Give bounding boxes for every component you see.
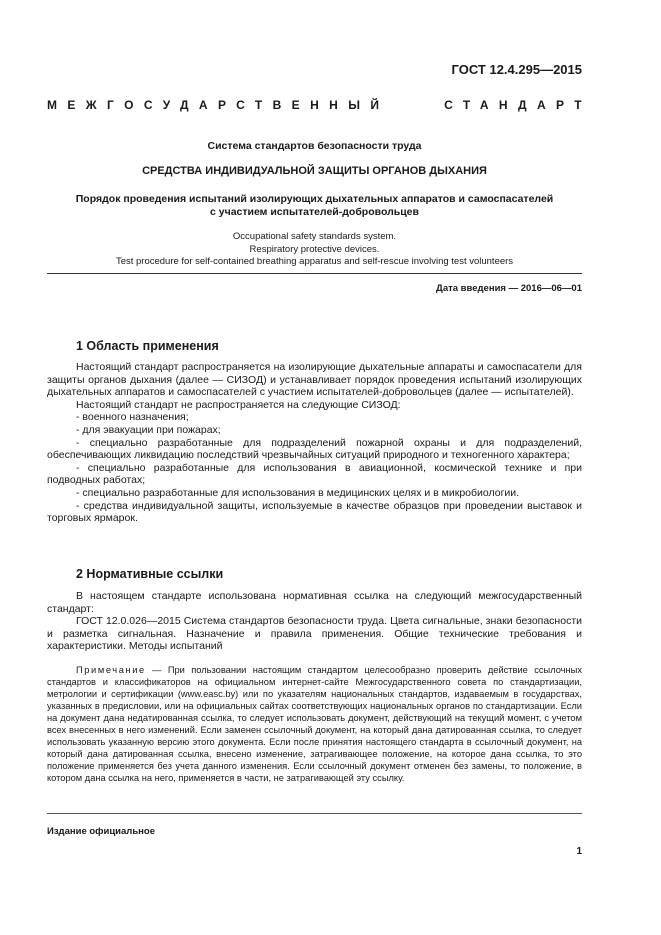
standard-type-right: СТАНДАРТ — [444, 98, 592, 112]
section1-heading: 1 Область применения — [76, 339, 219, 353]
document-code: ГОСТ 12.4.295—2015 — [451, 62, 582, 77]
section1-body — [47, 361, 582, 525]
sub-title-line2: с участием испытателей-добровольцев — [210, 206, 419, 218]
main-title: СРЕДСТВА ИНДИВИДУАЛЬНОЙ ЗАЩИТЫ ОРГАНОВ ДЫХАНИЯ — [142, 165, 487, 177]
standard-type-banner — [47, 98, 592, 112]
section1-paragraph: Настоящий стандарт распространяется на изолирующие дыхательные аппараты и самоспасатели для защиты органов дыхания (далее — СИЗОД) и устанавливает порядок проведения испытаний изолирующих дыхательных аппаратов и самоспасателей с участием испытателей-добровольцев (далее — испытателей). — [47, 361, 582, 399]
section1-list-item: - специально разработанные для использования в авиационной, космической технике и при подводных работах; — [47, 461, 582, 487]
english-title-line3: Test procedure for self-contained breathing apparatus and self-rescue involving test volunteers — [115, 256, 514, 267]
sub-title-line1: Порядок проведения испытаний изолирующих дыхательных аппаратов и самоспасателей — [75, 193, 554, 205]
section2-body — [47, 590, 582, 653]
note-text: — При пользовании настоящим стандартом целесообразно проверить действие ссылочных стандартов и классификаторов на официальном интернет-сайте Межгосударственного совета по стандартизации, метрологии и сертификации (www.easc.by) или по указателям национальных стандартов, издаваемым в государствах, указанных в предисловии, или на официальных сайтах соответствующих национальных органов по стандартизации. Если на документ дана недатированная ссылка, то следует использовать документ, действующий на текущий момент, с учетом всех внесенных в него изменений. Если заменен ссылочный документ, на который дана датированная ссылка, то следует использовать указанную версию этого документа. Если после принятия настоящего стандарта в ссылочный документ, на который дана датированная ссылка, внесено изменение, затрагивающее положение, на которое дана ссылка, то это положение применяется без учета данного изменения. Если ссылочный документ отменен без замены, то положение, в котором дана ссылка на него, применяется в части, не затрагивающей эту ссылку. — [47, 665, 582, 783]
section1-list-item: - средства индивидуальной защиты, используемые в качестве образцов при проведении выставок и торговых ярмарок. — [47, 499, 582, 525]
standard-type-left: МЕЖГОСУДАРСТВЕННЫЙ — [47, 98, 390, 112]
sub-title — [47, 193, 582, 219]
note-block — [47, 664, 582, 784]
english-title-line2: Respiratory protective devices. — [249, 243, 380, 255]
section1-list-item: - специально разработанные для подразделений пожарной охраны и для подразделений, обеспечивающих ликвидацию последствий чрезвычайных ситуаций природного и техногенного характера; — [47, 436, 582, 462]
section1-paragraph: Настоящий стандарт не распространяется на следующие СИЗОД: — [76, 398, 401, 411]
top-divider — [47, 273, 582, 274]
section2-heading: 2 Нормативные ссылки — [76, 567, 224, 581]
section1-list-item: - военного назначения; — [76, 411, 189, 424]
section2-paragraph: В настоящем стандарте использована нормативная ссылка на следующий межгосударственный стандарт: — [47, 590, 582, 615]
edition-label: Издание официальное — [47, 826, 155, 837]
section2-reference: ГОСТ 12.0.026—2015 Система стандартов безопасности труда. Цвета сигнальные, знаки безопасности и разметка сигнальная. Назначение и правила применения. Общие технические требования и характеристики. Методы испытаний — [47, 615, 582, 653]
section1-list-item: - специально разработанные для использования в медицинских целях и в микробиологии. — [76, 486, 520, 499]
introduction-date: Дата введения — 2016—06—01 — [436, 283, 582, 294]
note-label: Примечание — [76, 665, 146, 675]
series-title: Система стандартов безопасности труда — [207, 140, 422, 152]
section1-list-item: - для эвакуации при пожарах; — [76, 423, 221, 436]
english-title — [47, 231, 582, 269]
bottom-divider — [47, 813, 582, 814]
page-number: 1 — [576, 846, 582, 857]
english-title-line1: Occupational safety standards system. — [232, 231, 397, 242]
